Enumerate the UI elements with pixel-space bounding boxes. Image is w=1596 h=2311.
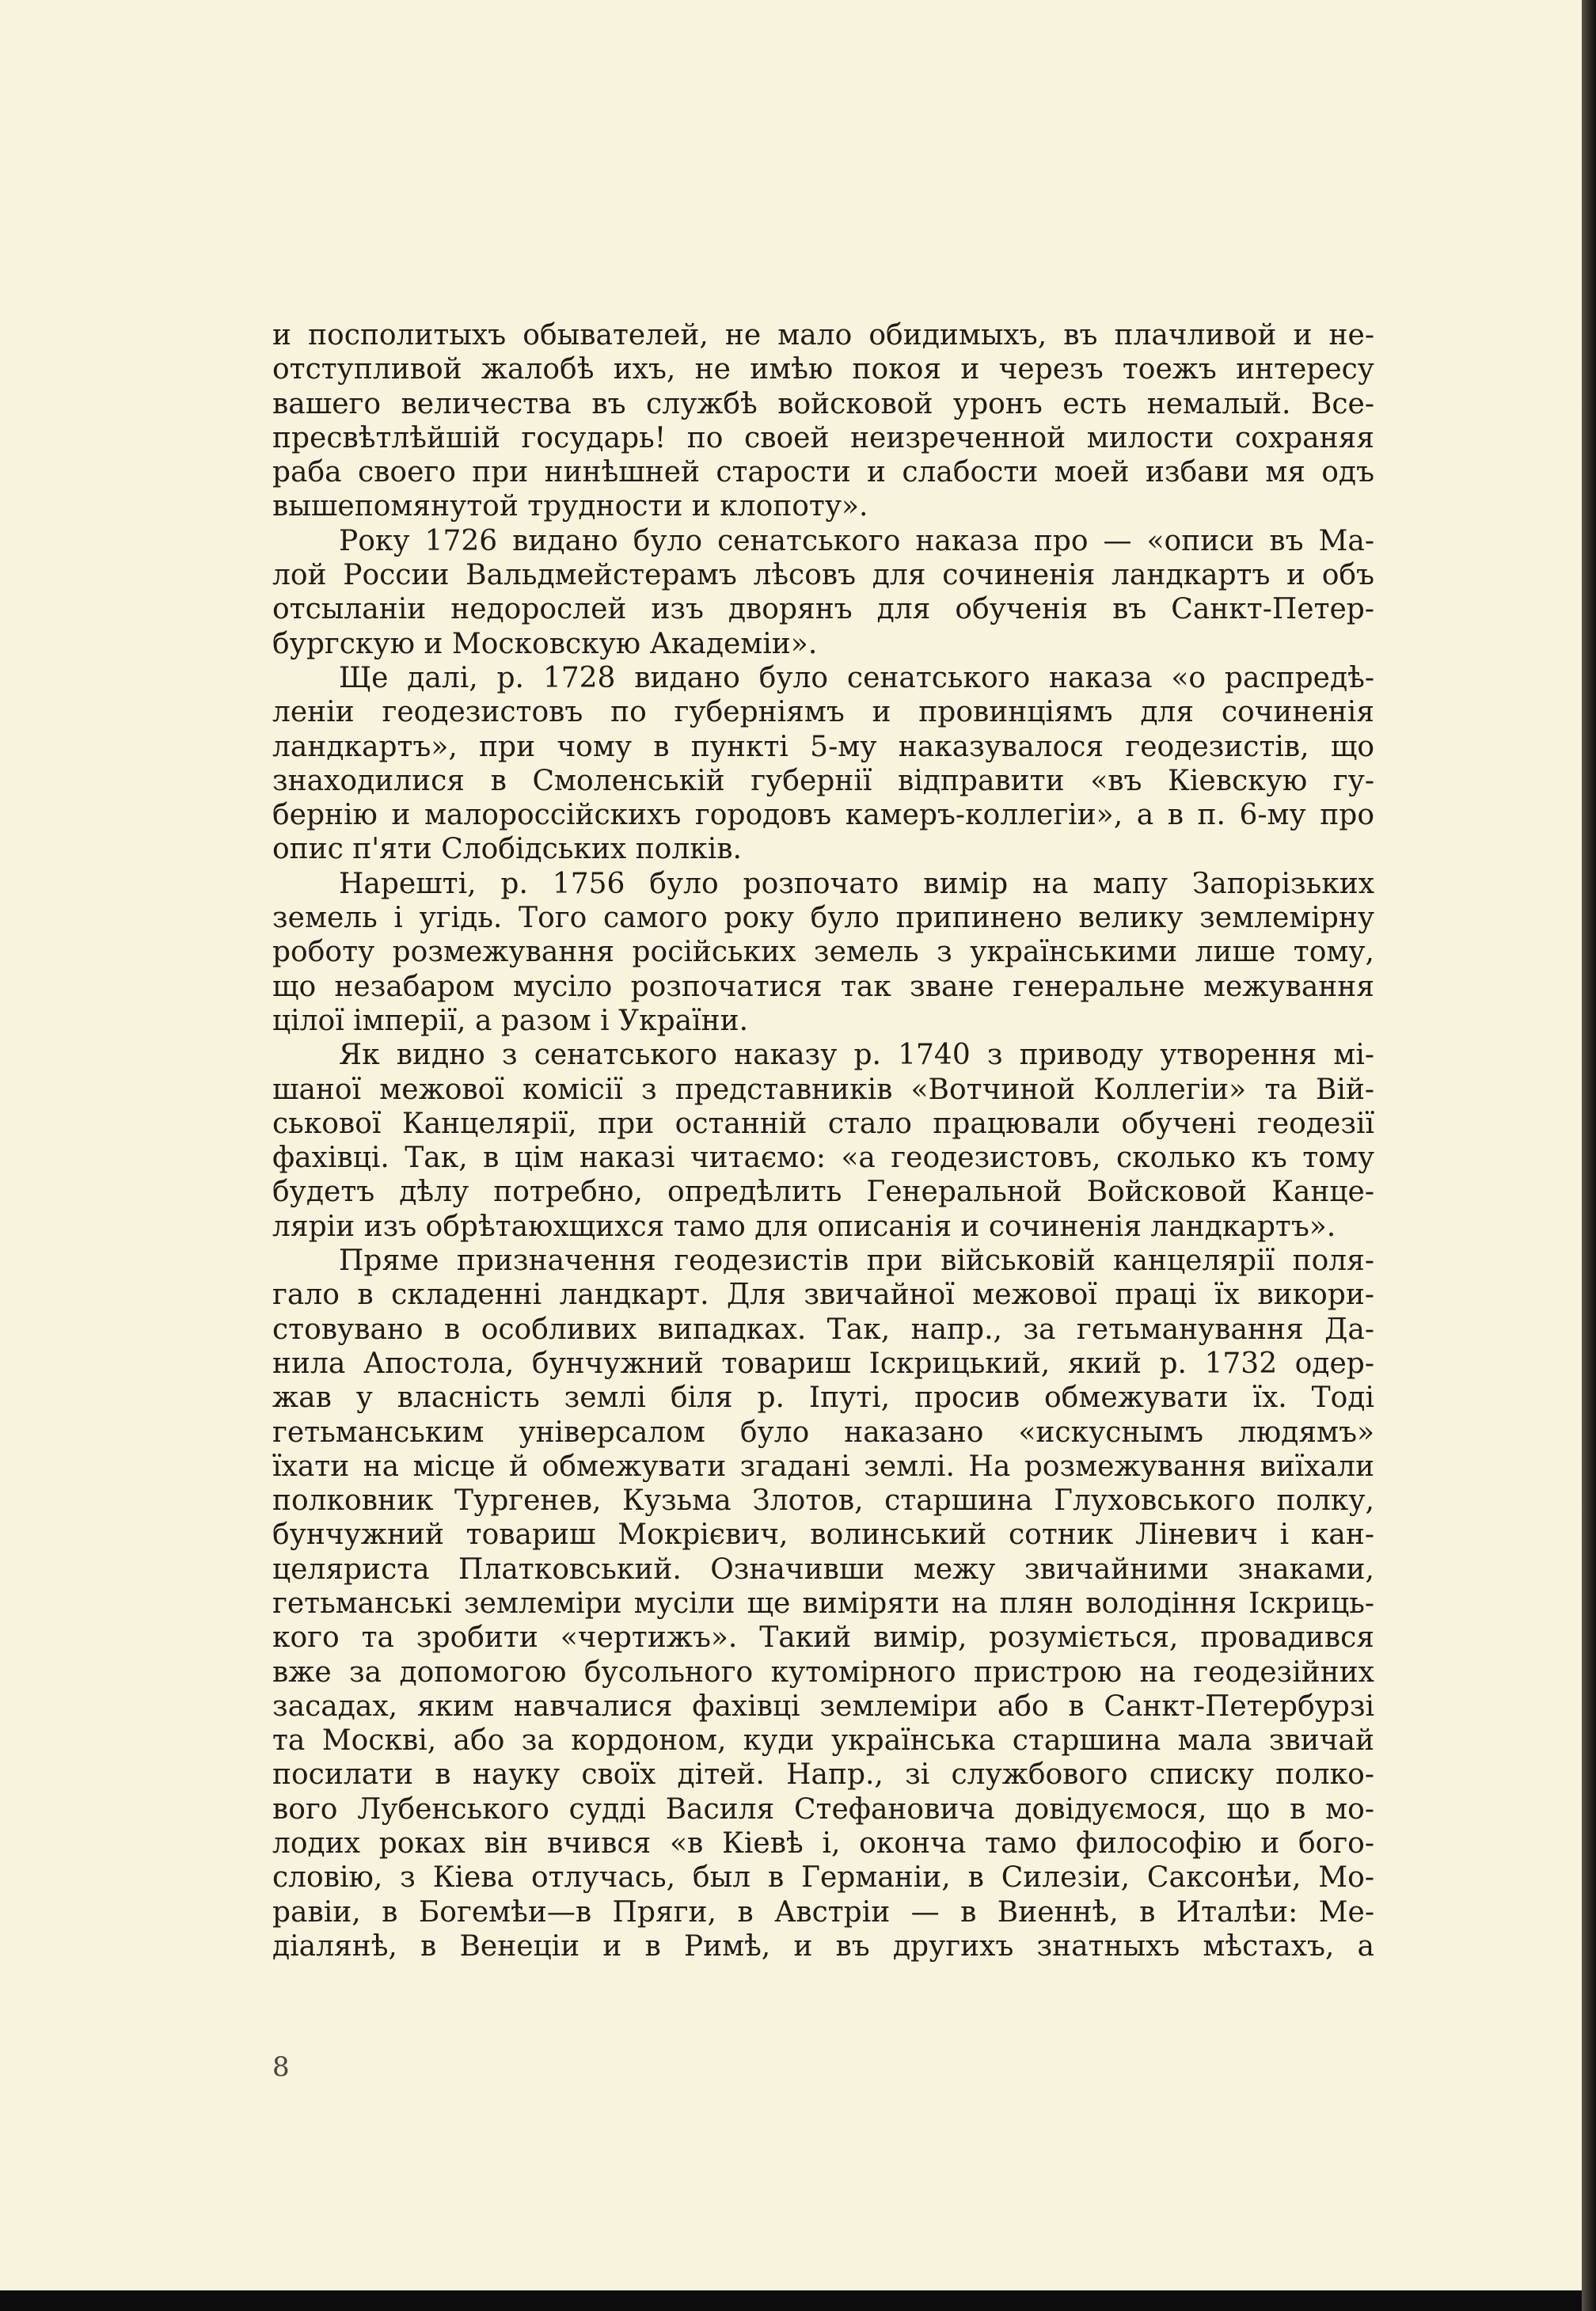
- text-line: Як видно з сенатського наказу р. 1740 з приводу утворення мі-: [339, 1039, 1374, 1072]
- text-line: лой России Вальдмейстерамъ лѣсовъ для сочиненія ландкартъ и объ: [272, 559, 1374, 592]
- text-line: гетьманським універсалом було наказано «искуснымъ людямъ»: [272, 1416, 1374, 1449]
- text-line: и посполитыхъ обывателей, не мало обидимыхъ, въ плачливой и не-: [272, 319, 1374, 352]
- text-line: ськової Канцелярії, при останній стало працювали обучені геодезії: [272, 1107, 1374, 1140]
- text-line: раба своего при нинѣшней старости и слабости моей избави мя одъ: [272, 456, 1374, 489]
- text-line: діалянѣ, в Венеціи и в Римѣ, и въ другихъ знатныхъ мѣстахъ, а: [272, 1929, 1374, 1963]
- text-line: нила Апостола, бунчужний товариш Іскрицький, який р. 1732 одер-: [272, 1347, 1374, 1380]
- text-line: бернію и малороссійскихъ городовъ камеръ-коллегіи», а в п. 6-му про: [272, 799, 1374, 832]
- text-line: отступливой жалобѣ ихъ, не имѣю покоя и черезъ тоежъ интересу: [272, 353, 1374, 386]
- text-line: леніи геодезистовъ по губерніямъ и провинціямъ для сочиненія: [272, 696, 1374, 729]
- text-line: будетъ дѣлу потребно, опредѣлить Генеральной Войсковой Канце-: [272, 1176, 1374, 1209]
- text-line: бунчужний товариш Мокрієвич, волинський сотник Ліневич і кан-: [272, 1518, 1374, 1552]
- paragraph: [272, 318, 1374, 524]
- text-line: Року 1726 видано було сенатського наказа про — «описи въ Ма-: [339, 524, 1374, 557]
- text-line: вже за допомогою бусольного кутомірного пристрою на геодезійних: [272, 1655, 1374, 1689]
- page-number: 8: [272, 2051, 290, 2083]
- text-line: целяриста Платковський. Означивши межу звичайними знаками,: [272, 1553, 1374, 1586]
- text-line: ландкартъ», при чому в пункті 5-му наказувалося геодезистів, що: [272, 730, 1374, 763]
- body-text: [272, 318, 1374, 1963]
- book-spine-edge: [1582, 0, 1596, 2311]
- text-line: гетьманські землеміри мусіли ще виміряти на плян володіння Іскриць-: [272, 1587, 1374, 1620]
- text-line: що незабаром мусіло розпочатися так зване генеральне межування: [272, 970, 1374, 1003]
- paragraph: [272, 1244, 1374, 1963]
- text-line: Ще далі, р. 1728 видано було сенатського наказа «о распредѣ-: [339, 661, 1374, 694]
- text-line: вышепомянутой трудности и клопоту».: [272, 490, 868, 523]
- text-line: вого Лубенського судді Василя Стефановича довідуємося, що в мо-: [272, 1792, 1374, 1826]
- text-line: пресвѣтлѣйшій государь! по своей неизреченной милости сохраняя: [272, 421, 1374, 454]
- text-line: засадах, яким навчалися фахівці землеміри або в Санкт-Петербурзі: [272, 1690, 1374, 1723]
- text-line: земель і угідь. Того самого року було припинено велику землемірну: [272, 902, 1374, 935]
- text-line: полковник Тургенев, Кузьма Злотов, старшина Глуховського полку,: [272, 1484, 1374, 1518]
- paragraph: [272, 661, 1374, 867]
- text-line: отсыланіи недорослей изъ дворянъ для обученія въ Санкт-Петер-: [272, 593, 1374, 626]
- text-line: Пряме призначення геодезистів при військовій канцелярії поля-: [339, 1245, 1374, 1278]
- text-line: шаної межової комісії з представників «Вотчиной Коллегіи» та Вій-: [272, 1073, 1374, 1106]
- text-line: ляріи изъ обрѣтаюхщихся тамо для описанія и сочиненія ландкартъ».: [272, 1210, 1336, 1243]
- text-line: бургскую и Московскую Академіи».: [272, 627, 818, 660]
- text-line: опис п'яти Слобідських полків.: [272, 833, 742, 866]
- text-line: жав у власність землі біля р. Іпуті, просив обмежувати їх. Тоді: [272, 1382, 1374, 1415]
- text-line: лодих роках він вчився «в Кіевѣ і, оконча тамо философію и бого-: [272, 1827, 1374, 1861]
- text-line: вашего величества въ службѣ войсковой уронъ есть немалый. Все-: [272, 387, 1374, 420]
- text-line: равіи, в Богемѣи—в Пряги, в Австріи — в Виеннѣ, в Италѣи: Ме-: [272, 1895, 1374, 1929]
- scan-bottom-edge: [0, 2290, 1582, 2311]
- paragraph: [272, 1038, 1374, 1244]
- text-line: словію, з Кіева отлучась, был в Германіи, в Силезіи, Саксонѣи, Мо-: [272, 1861, 1374, 1895]
- text-line: цілої імперії, а разом і України.: [272, 1004, 749, 1037]
- text-line: фахівці. Так, в цім наказі читаємо: «а геодезистовъ, сколько къ тому: [272, 1142, 1374, 1175]
- text-line: посилати в науку своїх дітей. Напр., зі службового списку полко-: [272, 1758, 1374, 1792]
- text-line: та Москві, або за кордоном, куди українська старшина мала звичай: [272, 1724, 1374, 1758]
- text-line: знаходилися в Смоленській губернії відправити «въ Кіевскую гу-: [272, 764, 1374, 797]
- text-line: стовувано в особливих випадках. Так, напр., за гетьманування Да-: [272, 1313, 1374, 1346]
- text-line: роботу розмежування російських земель з українськими лише тому,: [272, 936, 1374, 969]
- paragraph: [272, 524, 1374, 661]
- text-line: Нарешті, р. 1756 було розпочато вимір на мапу Запорізьких: [339, 867, 1374, 900]
- text-line: гало в складенні ландкарт. Для звичайної межової праці їх викори-: [272, 1279, 1374, 1312]
- text-line: їхати на місце й обмежувати згадані землі. На розмежування виїхали: [272, 1450, 1374, 1483]
- text-line: кого та зробити «чертижъ». Такий вимір, розуміється, провадився: [272, 1621, 1374, 1655]
- paragraph: [272, 867, 1374, 1038]
